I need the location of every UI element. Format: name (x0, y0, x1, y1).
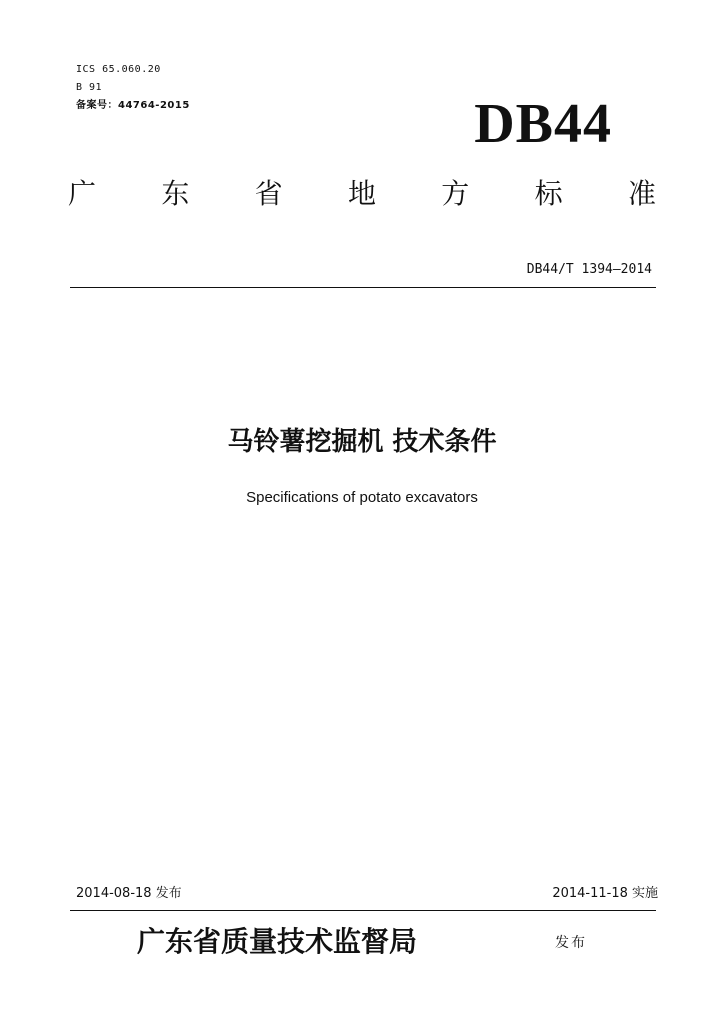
category-char: 标 (534, 177, 563, 210)
ics-classification: ICS 65.060.20 (76, 64, 161, 75)
category-char: 地 (347, 177, 376, 210)
category-char: 省 (254, 177, 283, 210)
header-divider (70, 287, 656, 288)
issue-date: 2014-08-18 发布 (76, 886, 182, 901)
document-title-english: Specifications of potato excavators (246, 489, 478, 506)
filing-number: 备案号：44764-2015 (76, 100, 190, 111)
standard-code-logo: DB44 (474, 93, 612, 155)
category-char: 广 (67, 177, 96, 210)
category-char: 东 (161, 177, 190, 210)
category-char: 方 (441, 177, 470, 210)
issue-label: 发布 (555, 935, 587, 951)
document-title-chinese: 马铃薯挖掘机 技术条件 (227, 427, 497, 457)
implementation-date: 2014-11-18 实施 (552, 886, 658, 901)
standard-category (62, 174, 662, 218)
issuing-authority: 广东省质量技术监督局 (137, 925, 418, 958)
footer-divider (70, 910, 656, 911)
ccs-classification: B 91 (76, 82, 103, 93)
category-char: 准 (627, 177, 656, 210)
standard-number: DB44/T 1394—2014 (526, 262, 652, 277)
